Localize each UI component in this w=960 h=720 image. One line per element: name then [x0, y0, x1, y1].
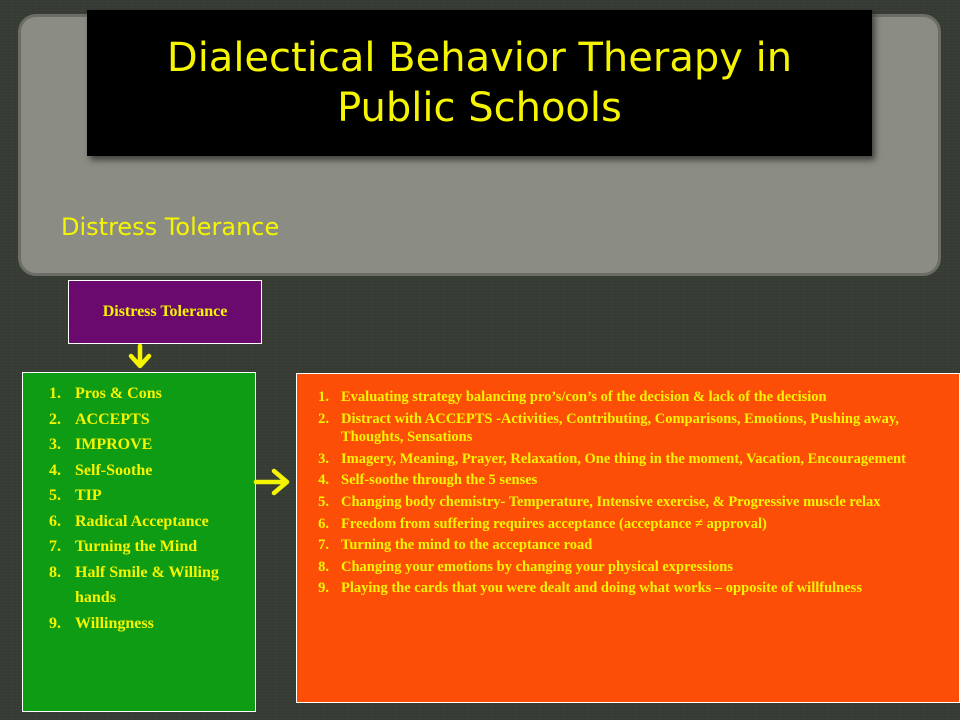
- skills-list: [23, 373, 255, 636]
- list-item-text: ACCEPTS: [75, 410, 150, 428]
- descriptions-list: [297, 374, 959, 598]
- skill-item: [23, 509, 247, 535]
- list-item-text: Playing the cards that you were dealt and doing what works – opposite of willfulness: [341, 580, 862, 597]
- title-box: [87, 10, 872, 156]
- list-item-text: Radical Acceptance: [75, 512, 209, 530]
- description-item: [297, 536, 945, 555]
- list-item-text: Turning the mind to the acceptance road: [341, 537, 593, 554]
- description-item: [297, 410, 945, 447]
- list-item-text: Changing your emotions by changing your physical expressions: [341, 558, 733, 575]
- list-item-text: Imagery, Meaning, Prayer, Relaxation, One thing in the moment, Vacation, Encouragement: [341, 450, 906, 467]
- skill-item: [23, 534, 247, 560]
- list-item-text: Half Smile & Willing hands: [75, 563, 219, 606]
- list-item-number: 3.: [49, 436, 61, 453]
- list-item-number: 3.: [318, 450, 329, 467]
- list-item-number: 9.: [318, 580, 329, 597]
- description-item: [297, 558, 945, 577]
- skill-item: [23, 381, 247, 407]
- list-item-number: 1.: [49, 385, 61, 402]
- skill-item: [23, 407, 247, 433]
- down-arrow-icon: [126, 344, 154, 370]
- list-item-number: 4.: [49, 461, 61, 479]
- list-item-text: TIP: [75, 487, 102, 504]
- list-item-number: 6.: [49, 512, 61, 530]
- list-item-number: 5.: [318, 493, 329, 510]
- list-item-text: IMPROVE: [75, 436, 153, 453]
- list-item-number: 2.: [318, 410, 329, 427]
- list-item-number: 7.: [318, 537, 329, 554]
- description-item: [297, 515, 945, 534]
- skills-list-box: [22, 372, 256, 712]
- list-item-number: 9.: [49, 614, 61, 632]
- distress-tolerance-box: [68, 280, 262, 344]
- skill-item: [23, 483, 247, 509]
- distress-tolerance-label: Distress Tolerance: [102, 303, 228, 320]
- description-item: [297, 579, 945, 598]
- page-title: Dialectical Behavior Therapy in Public Schools: [166, 35, 793, 131]
- list-item-text: Distract with ACCEPTS -Activities, Contributing, Comparisons, Emotions, Pushing away, Thoughts, Sensations: [341, 410, 899, 446]
- list-item-number: 4.: [318, 472, 329, 489]
- list-item-number: 1.: [318, 389, 329, 405]
- list-item-number: 2.: [49, 410, 61, 428]
- list-item-text: Evaluating strategy balancing pro’s/con’s of the decision & lack of the decision: [341, 389, 827, 405]
- list-item-text: Pros & Cons: [75, 385, 162, 402]
- description-item: [297, 493, 945, 512]
- list-item-text: Self-soothe through the 5 senses: [341, 472, 538, 489]
- description-item: [297, 388, 945, 407]
- description-item: [297, 471, 945, 490]
- skill-item: [23, 458, 247, 484]
- descriptions-box: [296, 373, 960, 703]
- list-item-number: 8.: [318, 558, 329, 575]
- list-item-number: 7.: [49, 538, 61, 555]
- list-item-number: 5.: [49, 487, 61, 504]
- skill-item: [23, 611, 247, 637]
- description-item: [297, 450, 945, 469]
- list-item-text: Changing body chemistry- Temperature, Intensive exercise, & Progressive muscle relax: [341, 493, 881, 510]
- list-item-number: 8.: [49, 563, 61, 581]
- list-item-number: 6.: [318, 515, 329, 532]
- skill-item: [23, 560, 247, 611]
- list-item-text: Self-Soothe: [75, 461, 153, 479]
- right-arrow-icon: [252, 466, 292, 498]
- section-subtitle: Distress Tolerance: [61, 213, 280, 241]
- list-item-text: Willingness: [75, 614, 154, 632]
- skill-item: [23, 432, 247, 458]
- list-item-text: Turning the Mind: [75, 538, 198, 555]
- list-item-text: Freedom from suffering requires acceptance (acceptance ≠ approval): [341, 515, 767, 532]
